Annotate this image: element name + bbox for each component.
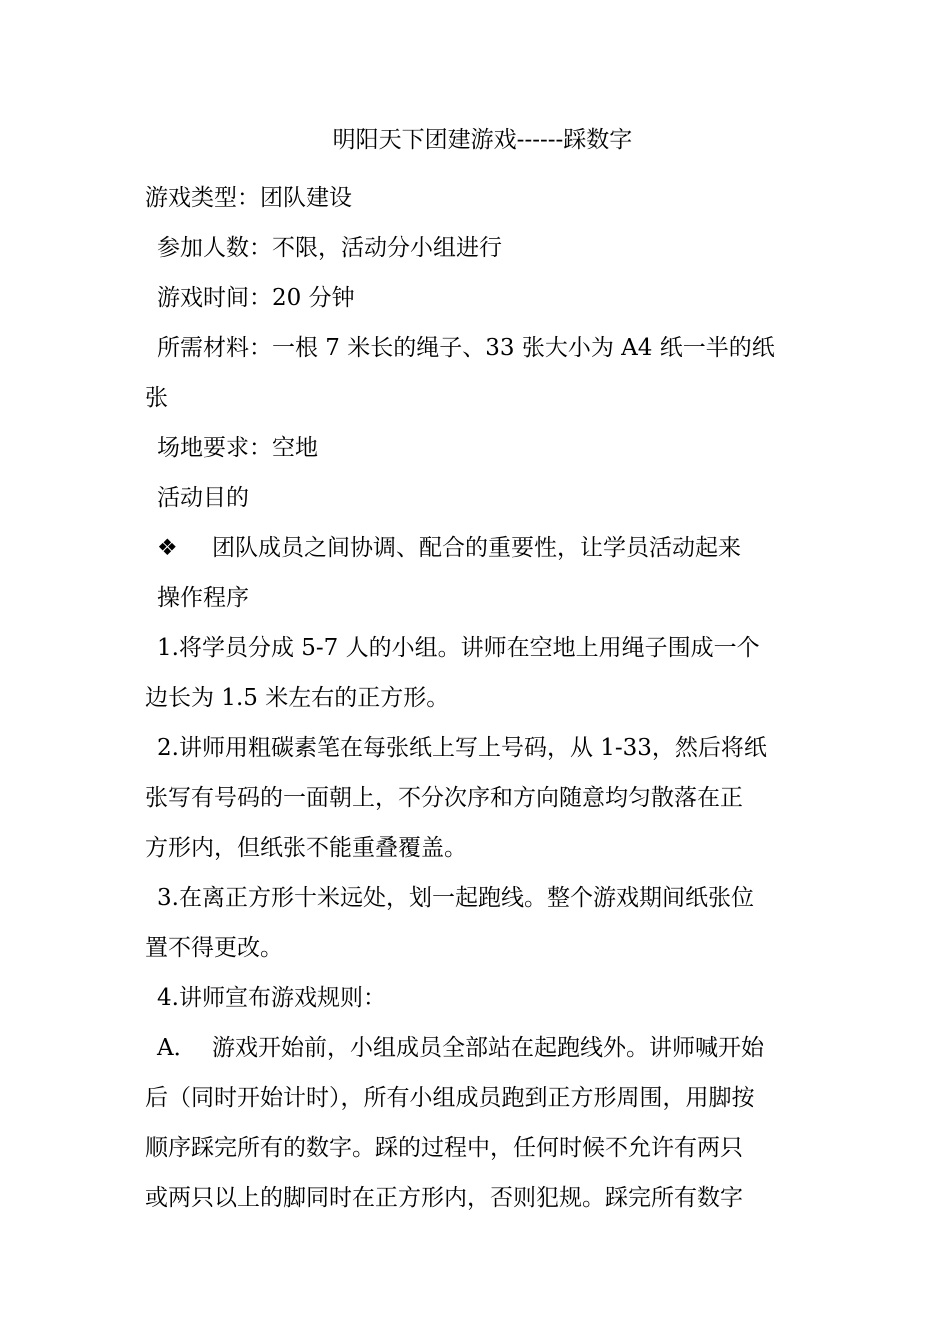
paragraph-line: 置不得更改。 — [145, 935, 283, 961]
paragraph-line: 参加人数：不限，活动分小组进行 — [157, 235, 502, 261]
section-heading: 操作程序 — [157, 585, 249, 611]
rule-item-a — [145, 1023, 809, 1073]
paragraph-line: 2.讲师用粗碳素笔在每张纸上写上号码，从 1-33，然后将纸 — [157, 735, 767, 761]
paragraph-line: 3.在离正方形十米远处，划一起跑线。整个游戏期间纸张位 — [157, 885, 754, 911]
diamond-bullet-icon: ❖ — [157, 535, 178, 561]
paragraph-line: 方形内，但纸张不能重叠覆盖。 — [145, 835, 467, 861]
paragraph-line: 后（同时开始计时），所有小组成员跑到正方形周围，用脚按 — [145, 1085, 755, 1111]
rule-text: 游戏开始前，小组成员全部站在起跑线外。讲师喊开始 — [212, 1035, 764, 1061]
bullet-text: 团队成员之间协调、配合的重要性，让学员活动起来 — [212, 535, 741, 561]
paragraph-line: 游戏时间：20 分钟 — [157, 285, 355, 311]
item-a-label: A． — [157, 1035, 197, 1061]
bullet-item — [145, 523, 809, 573]
document-title: 明阳天下团建游戏------踩数字 — [332, 127, 633, 153]
paragraph-line: 所需材料：一根 7 米长的绳子、33 张大小为 A4 纸一半的纸 — [157, 335, 775, 361]
section-heading: 活动目的 — [157, 485, 249, 511]
paragraph-line: 边长为 1.5 米左右的正方形。 — [145, 685, 450, 711]
paragraph-line: 4.讲师宣布游戏规则： — [157, 985, 386, 1011]
paragraph-line: 顺序踩完所有的数字。踩的过程中，任何时候不允许有两只 — [145, 1135, 743, 1161]
paragraph-line: 张 — [145, 385, 168, 411]
paragraph-line: 或两只以上的脚同时在正方形内，否则犯规。踩完所有数字 — [145, 1185, 743, 1211]
paragraph-line: 1.将学员分成 5-7 人的小组。讲师在空地上用绳子围成一个 — [157, 635, 760, 661]
document-body — [145, 173, 809, 1223]
paragraph-line: 游戏类型：团队建设 — [145, 185, 352, 211]
paragraph-line: 张写有号码的一面朝上，不分次序和方向随意均匀散落在正 — [145, 785, 743, 811]
paragraph-line: 场地要求：空地 — [157, 435, 318, 461]
